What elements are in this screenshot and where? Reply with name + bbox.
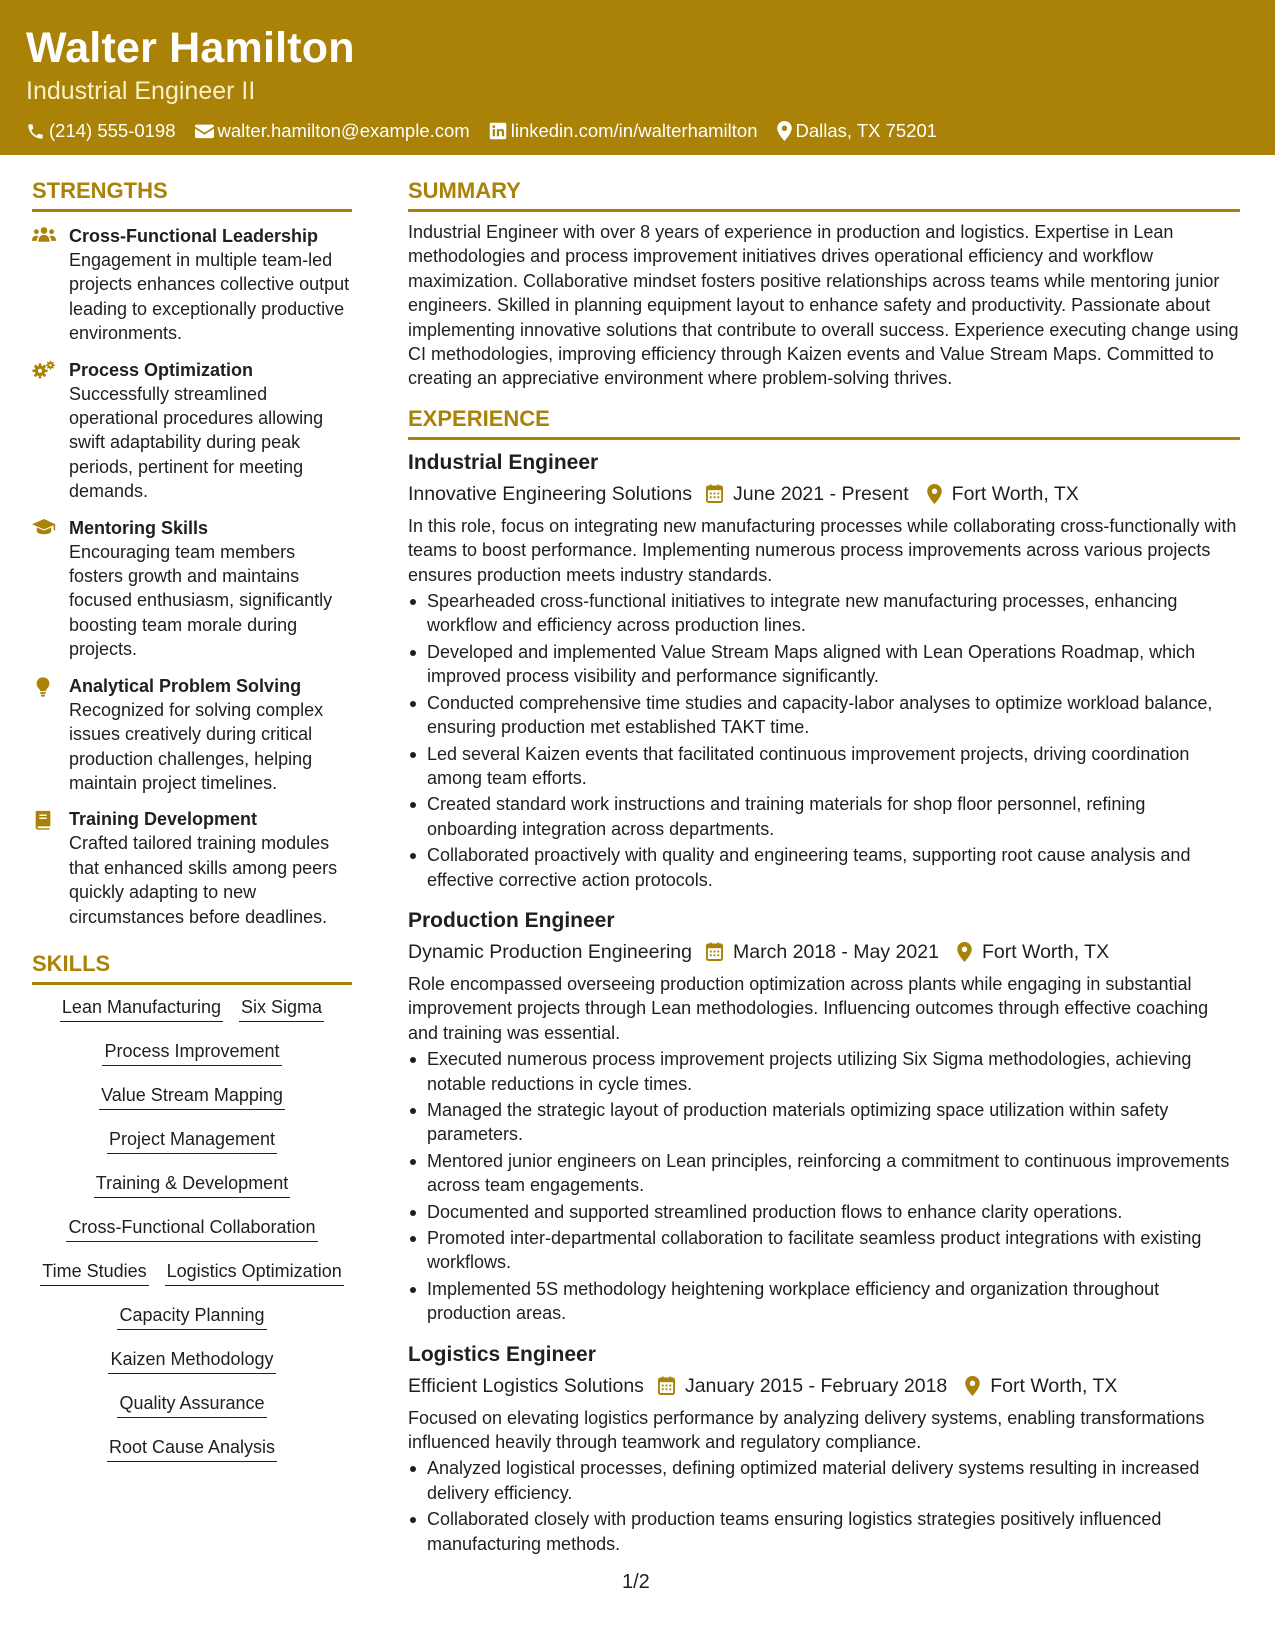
job-location: Fort Worth, TX (951, 482, 1079, 505)
skill-tag: Cross-Functional Collaboration (66, 1215, 317, 1242)
job-entry (408, 448, 1240, 892)
page-number: 1/2 (622, 1571, 650, 1593)
right-column (408, 176, 1240, 1558)
job-location: Fort Worth, TX (990, 1374, 1118, 1397)
job-bullet: Mentored junior engineers on Lean principles, reinforcing a commitment to continuous improvements across team engagements. (408, 1149, 1240, 1198)
job-entry (408, 1340, 1240, 1556)
job-bullets (408, 1456, 1240, 1556)
strength-item (32, 224, 352, 346)
strength-description: Successfully streamlined operational procedures allowing swift adaptability during peak periods, pertinent for meeting demands. (69, 383, 324, 502)
strength-item (32, 807, 352, 929)
job-bullet: Executed numerous process improvement projects utilizing Six Sigma methodologies, achieving notable reductions in cycle times. (408, 1047, 1240, 1096)
job-bullet: Managed the strategic layout of production materials optimizing space utilization within safety parameters. (408, 1098, 1240, 1147)
job-company: Innovative Engineering Solutions (408, 482, 693, 505)
envelope-icon (195, 123, 214, 139)
contact-email[interactable] (195, 118, 470, 144)
gears-icon (32, 360, 56, 380)
job-meta (408, 479, 1240, 509)
phone-text: (214) 555-0198 (49, 120, 176, 141)
strength-item (32, 358, 352, 504)
skill-tag: Project Management (107, 1127, 277, 1154)
strength-item (32, 516, 352, 662)
strength-description: Crafted tailored training modules that enhanced skills among peers quickly adapting to new circumstances before deadlines. (69, 833, 338, 927)
job-bullet: Developed and implemented Value Stream Maps aligned with Lean Operations Roadmap, which improved process visibility and performance significantly. (408, 640, 1240, 689)
skill-tag: Time Studies (40, 1259, 148, 1286)
job-company: Efficient Logistics Solutions (408, 1374, 644, 1397)
skill-tag: Logistics Optimization (165, 1259, 344, 1286)
strength-title: Cross-Functional Leadership (69, 226, 319, 246)
summary-text: Industrial Engineer with over 8 years of experience in production and logistics. Expertise in Lean methodologies and process improvement initiatives drives operational efficiency and workflow maximization. Collaborative mindset fosters positive relationships across teams while mentoring junior engineers. Skilled in planning equipment layout to enhance safety and productivity. Passionate about implementing innovative solutions that contribute to overall success. Experience executing change using CI methodologies, improving efficiency through Kaizen events and Value Stream Maps. Committed to creating an appreciative environment where problem-solving thrives. (408, 222, 1239, 389)
job-description: In this role, focus on integrating new manufacturing processes while collaborating cross-functionally with teams to boost performance. Implementing numerous process improvements across various projects ensures production meets industry standards. (408, 515, 1237, 585)
job-company: Dynamic Production Engineering (408, 940, 692, 963)
map-marker-icon (957, 942, 972, 962)
job-bullet: Collaborated closely with production teams ensuring logistics strategies positively influenced manufacturing methods. (408, 1507, 1240, 1556)
map-marker-icon (965, 1376, 980, 1396)
skill-tag: Value Stream Mapping (99, 1083, 285, 1110)
job-bullet: Created standard work instructions and training materials for shop floor personnel, refining onboarding integration across departments. (408, 792, 1240, 841)
summary-heading: SUMMARY (408, 176, 1240, 212)
job-dates: June 2021 - Present (733, 482, 909, 505)
job-title: Production Engineer (408, 908, 615, 932)
resume-header (0, 0, 1275, 155)
skill-tag: Kaizen Methodology (108, 1347, 275, 1374)
job-meta (408, 937, 1240, 967)
skills-list (32, 985, 352, 1479)
phone-icon (26, 122, 45, 141)
calendar-icon (706, 484, 723, 503)
skill-tag: Capacity Planning (117, 1303, 266, 1330)
candidate-title: Industrial Engineer II (26, 77, 256, 105)
strength-item (32, 674, 352, 796)
skill-tag: Training & Development (94, 1171, 290, 1198)
lightbulb-icon (32, 676, 54, 698)
job-entry (408, 906, 1240, 1326)
job-meta (408, 1371, 1240, 1401)
job-dates: March 2018 - May 2021 (733, 940, 939, 963)
job-bullets (408, 589, 1240, 892)
left-column (32, 176, 352, 1479)
job-bullet: Spearheaded cross-functional initiatives to integrate new manufacturing processes, enhancing workflow and efficiency across production lines. (408, 589, 1240, 638)
job-dates: January 2015 - February 2018 (684, 1374, 948, 1397)
skill-tag: Root Cause Analysis (107, 1435, 277, 1462)
strengths-heading: STRENGTHS (32, 176, 352, 212)
strength-title: Analytical Problem Solving (69, 675, 302, 696)
skill-tag: Process Improvement (102, 1039, 281, 1066)
email-text: walter.hamilton@example.com (217, 120, 470, 141)
contact-linkedin[interactable] (489, 118, 758, 144)
skill-tag: Six Sigma (239, 995, 324, 1022)
linkedin-icon (489, 122, 507, 140)
job-bullet: Led several Kaizen events that facilitated continuous improvement projects, driving coordination among team efforts. (408, 742, 1240, 791)
job-bullet: Promoted inter-departmental collaboration to facilitate seamless product integrations with existing workflows. (408, 1226, 1240, 1275)
job-bullet: Conducted comprehensive time studies and capacity-labor analyses to optimize workload balance, ensuring production met established TAKT time. (408, 691, 1240, 740)
skills-heading: SKILLS (32, 949, 352, 985)
graduation-cap-icon (32, 518, 56, 536)
strength-description: Encouraging team members fosters growth and maintains focused enthusiasm, significantly boosting team morale during projects. (69, 541, 333, 660)
book-icon (32, 809, 54, 831)
experience-heading: EXPERIENCE (408, 404, 1240, 440)
map-marker-icon (927, 484, 942, 504)
strength-description: Engagement in multiple team-led projects enhances collective output leading to exceptionally productive environments. (69, 250, 350, 344)
candidate-name: Walter Hamilton (26, 24, 355, 72)
strength-title: Training Development (69, 809, 258, 830)
job-bullet: Analyzed logistical processes, defining optimized material delivery systems resulting in increased delivery efficiency. (408, 1456, 1240, 1505)
contact-phone[interactable] (26, 118, 176, 144)
job-description: Focused on elevating logistics performance by analyzing delivery systems, enabling transformations influenced heavily through teamwork and regulatory compliance. (408, 1407, 1205, 1453)
job-bullet: Implemented 5S methodology heightening workplace efficiency and organization throughout production areas. (408, 1277, 1240, 1326)
users-icon (32, 226, 56, 243)
linkedin-text: linkedin.com/in/walterhamilton (510, 120, 758, 141)
skill-tag: Lean Manufacturing (60, 995, 223, 1022)
job-bullets (408, 1047, 1240, 1325)
calendar-icon (706, 942, 723, 961)
location-text: Dallas, TX 75201 (795, 120, 938, 141)
strength-description: Recognized for solving complex issues creatively during critical production challenges, helping maintain project timelines. (69, 699, 324, 793)
strength-title: Mentoring Skills (69, 517, 209, 538)
contact-bar (26, 118, 1275, 144)
job-title: Logistics Engineer (408, 1342, 596, 1366)
skill-tag: Quality Assurance (117, 1391, 266, 1418)
calendar-icon (658, 1376, 675, 1395)
contact-location (777, 118, 938, 144)
job-location: Fort Worth, TX (981, 940, 1110, 963)
strength-title: Process Optimization (69, 359, 254, 380)
job-title: Industrial Engineer (408, 450, 599, 474)
job-bullet: Collaborated proactively with quality and engineering teams, supporting root cause analysis and effective corrective action protocols. (408, 843, 1240, 892)
map-marker-icon (777, 121, 792, 141)
job-bullet: Documented and supported streamlined production flows to enhance clarity operations. (408, 1200, 1240, 1224)
job-description: Role encompassed overseeing production optimization across plants while engaging in substantial improvement projects through Lean methodologies. Influencing outcomes through effective coaching and training was essential. (408, 973, 1209, 1043)
